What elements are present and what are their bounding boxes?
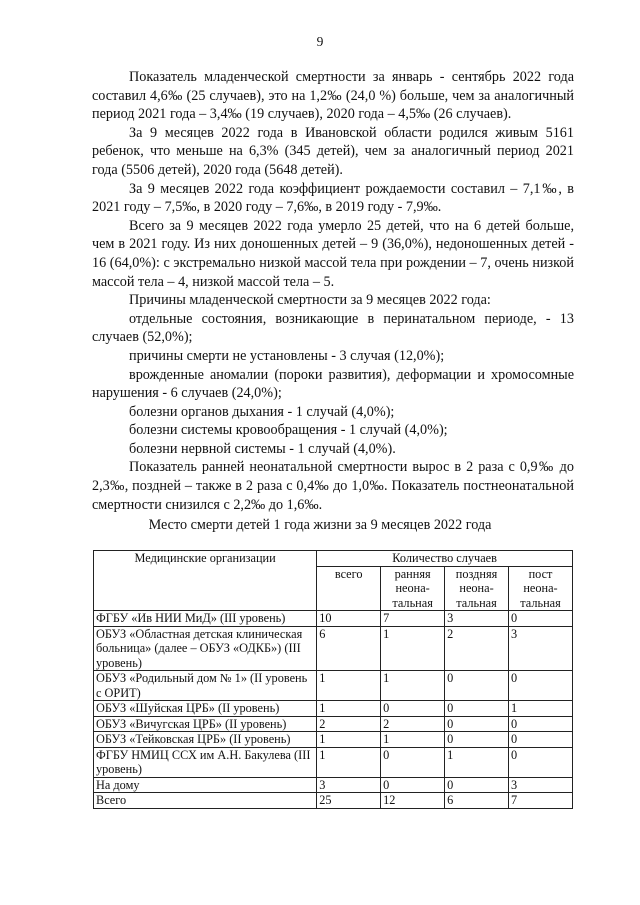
cell-value: 0 (509, 716, 573, 732)
paragraph: Показатель младенческой смертности за январь - сентябрь 2022 года составил 4,6‰ (25 случаев), это на 1,2‰ (24,0 %) больше, чем за аналогичный период 2021 года – 3,4‰ (19 случаев), 2020 года – 4,5‰ (26 случаев). (92, 69, 574, 123)
cell-value: 3 (509, 777, 573, 793)
table-title: Место смерти детей 1 года жизни за 9 месяцев 2022 года (148, 517, 492, 533)
subheader-total: всего (317, 566, 381, 611)
table-row (94, 716, 573, 732)
cell-value: 0 (445, 701, 509, 717)
cell-value: 0 (445, 671, 509, 701)
paragraph: Всего за 9 месяцев 2022 года умерло 25 детей, что на 6 детей больше, чем в 2021 году. Из них доношенных детей – 9 (36,0%), недоношенных детей - 16 (64,0%): с экстремально низкой массой тела при рождении – 7, очень низкой массой тела – 4, низкой массой тела – 5. (92, 217, 574, 290)
cell-organization: ОБУЗ «Областная детская клиническая больница» (далее – ОБУЗ «ОДКБ») (III уровень) (94, 626, 317, 671)
cell-value: 7 (381, 611, 445, 627)
cell-value: 1 (381, 732, 445, 748)
table-row (94, 671, 573, 701)
cell-value: 3 (509, 626, 573, 671)
cell-organization: ОБУЗ «Тейковская ЦРБ» (II уровень) (94, 732, 317, 748)
paragraph: За 9 месяцев 2022 года в Ивановской области родился живым 5161 ребенок, что меньше на 6,3% (345 детей), чем за аналогичный период 2021 года (5506 детей), 2020 года (5648 детей). (92, 124, 574, 178)
cell-organization: ФГБУ «Ив НИИ МиД» (III уровень) (94, 611, 317, 627)
cell-value: 0 (381, 777, 445, 793)
cell-value: 0 (509, 671, 573, 701)
table-row (94, 732, 573, 748)
cell-value: 0 (445, 732, 509, 748)
list-item: отдельные состояния, возникающие в перинатальном периоде, - 13 случаев (52,0%); (92, 310, 574, 346)
cell-value: 1 (509, 701, 573, 717)
paragraph: За 9 месяцев 2022 года коэффициент рождаемости составил – 7,1‰, в 2021 году – 7,5‰, в 2020 году – 7,6‰, в 2019 году - 7,9‰. (92, 180, 574, 216)
cell-value: 0 (381, 747, 445, 777)
subheader-early-neonatal: ранняя неона-тальная (381, 566, 445, 611)
header-case-count: Количество случаев (317, 551, 573, 567)
cell-value: 1 (317, 671, 381, 701)
paragraph: Причины младенческой смертности за 9 месяцев 2022 года: (129, 292, 491, 309)
cell-value: 6 (317, 626, 381, 671)
list-item: болезни системы кровообращения - 1 случай (4,0%); (129, 422, 448, 439)
cell-value: 1 (381, 626, 445, 671)
cell-value: 0 (381, 701, 445, 717)
cell-value: 1 (317, 732, 381, 748)
cell-organization: ФГБУ НМИЦ ССХ им А.Н. Бакулева (III уровень) (94, 747, 317, 777)
table-body (94, 611, 573, 809)
header-organizations: Медицинские организации (94, 551, 317, 611)
list-item: болезни органов дыхания - 1 случай (4,0%); (129, 403, 395, 420)
table-row (94, 747, 573, 777)
list-item: болезни нервной системы - 1 случай (4,0%). (129, 440, 396, 457)
table-row (94, 611, 573, 627)
cell-organization: ОБУЗ «Вичугская ЦРБ» (II уровень) (94, 716, 317, 732)
cell-value: 0 (509, 747, 573, 777)
page-number: 9 (316, 34, 324, 49)
cell-value: 2 (317, 716, 381, 732)
body-text (92, 68, 574, 514)
cell-value: 1 (317, 701, 381, 717)
list-item: врожденные аномалии (пороки развития), деформации и хромосомные нарушения - 6 случаев (24,0%); (92, 366, 574, 402)
cell-organization: Всего (94, 793, 317, 809)
cell-organization: На дому (94, 777, 317, 793)
cell-value: 6 (445, 793, 509, 809)
subheader-late-neonatal: поздняя неона-тальная (445, 566, 509, 611)
table-row (94, 793, 573, 809)
cell-value: 7 (509, 793, 573, 809)
table-row (94, 626, 573, 671)
cell-value: 10 (317, 611, 381, 627)
cell-value: 0 (445, 716, 509, 732)
cell-value: 12 (381, 793, 445, 809)
table-row (94, 777, 573, 793)
cell-organization: ОБУЗ «Родильный дом № 1» (II уровень с ОРИТ) (94, 671, 317, 701)
cell-value: 3 (445, 611, 509, 627)
table-row (94, 701, 573, 717)
list-item: причины смерти не установлены - 3 случая (12,0%); (129, 347, 445, 364)
cell-value: 25 (317, 793, 381, 809)
cell-value: 2 (381, 716, 445, 732)
subheader-postneonatal: пост неона-тальная (509, 566, 573, 611)
cell-value: 0 (509, 611, 573, 627)
cell-value: 0 (509, 732, 573, 748)
cell-value: 2 (445, 626, 509, 671)
death-place-table (93, 550, 573, 809)
paragraph: Показатель ранней неонатальной смертности вырос в 2 раза с 0,9‰ до 2,3‰, поздней – также в 2 раза с 0,4‰ до 1,0‰. Показатель постнеонатальной смертности снизился с 2,2‰ до 1,6‰. (92, 459, 574, 513)
cell-value: 0 (445, 777, 509, 793)
cell-value: 1 (381, 671, 445, 701)
cell-organization: ОБУЗ «Шуйская ЦРБ» (II уровень) (94, 701, 317, 717)
cell-value: 3 (317, 777, 381, 793)
cell-value: 1 (445, 747, 509, 777)
cell-value: 1 (317, 747, 381, 777)
